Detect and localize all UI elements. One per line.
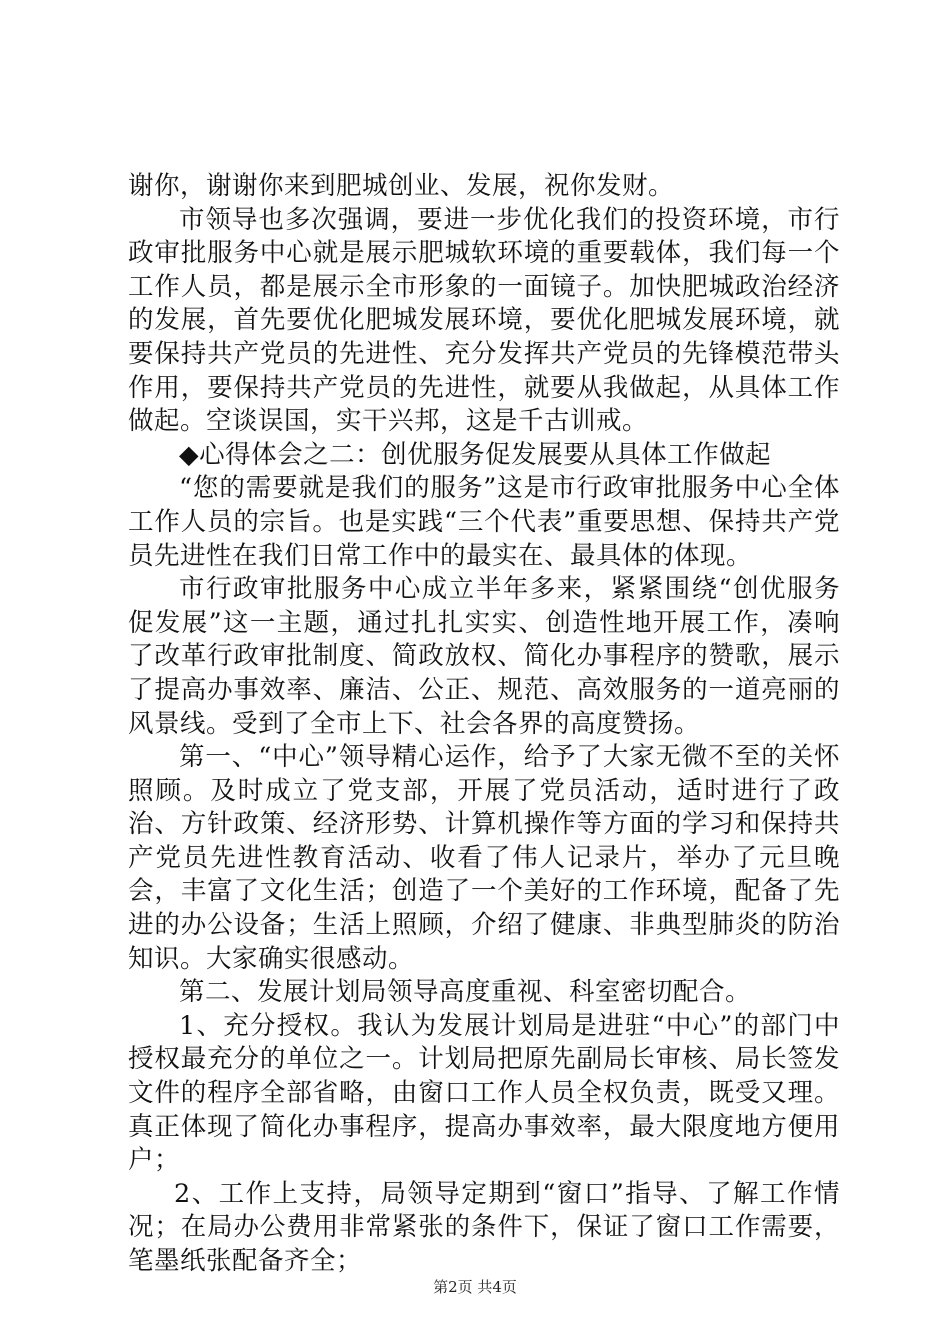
- paragraph-item-one-authorization: 1、充分授权。我认为发展计划局是进驻“中心”的部门中授权最充分的单位之一。计划局把原先副局长审核、局长签发文件的程序全部省略，由窗口工作人员全权负责，既受又理。真正体现了简化办事程序，提高办事效率，最大限度地方便用户；: [128, 1010, 840, 1176]
- paragraph-point-two: 第二、发展计划局领导高度重视、科室密切配合。: [179, 977, 752, 1008]
- page-number-footer: 第2页 共4页: [433, 1278, 517, 1296]
- paragraph-service-motto: “您的需要就是我们的服务”这是市行政审批服务中心全体工作人员的宗旨。也是实践“三个代表”重要思想、保持共产党员先进性在我们日常工作中的最实在、最具体的体现。: [128, 473, 840, 571]
- section-heading-experience-two: ◆心得体会之二：创优服务促发展要从具体工作做起: [179, 439, 772, 470]
- paragraph-center-achievements: 市行政审批服务中心成立半年多来，紧紧围绕“创优服务促发展”这一主题，通过扎扎实实、创造性地开展工作，凑响了改革行政审批制度、简政放权、简化办事程序的赞歌，展示了提高办事效率、廉洁、公正、规范、高效服务的一道亮丽的风景线。受到了全市上下、社会各界的高度赞扬。: [128, 574, 840, 739]
- document-body: [128, 170, 840, 1279]
- paragraph-city-leaders: 市领导也多次强调，要进一步优化我们的投资环境，市行政审批服务中心就是展示肥城软环境的重要载体，我们每一个工作人员，都是展示全市形象的一面镜子。加快肥城政治经济的发展，首先要优化肥城发展环境，要优化肥城发展环境，就要保持共产党员的先进性、充分发挥共产党员的先锋模范带头作用，要保持共产党员的先进性，就要从我做起，从具体工作做起。空谈误国，实干兴邦，这是千古训戒。: [128, 204, 840, 437]
- paragraph-item-two-support: 2、工作上支持，局领导定期到“窗口”指导、了解工作情况；在局办公费用非常紧张的条件下，保证了窗口工作需要，笔墨纸张配备齐全；: [128, 1178, 840, 1276]
- paragraph-closing-thanks: 谢你，谢谢你来到肥城创业、发展，祝你发财。: [128, 171, 675, 201]
- paragraph-point-one: 第一、“中心”领导精心运作，给予了大家无微不至的关怀照顾。及时成立了党支部，开展了党员活动，适时进行了政治、方针政策、经济形势、计算机操作等方面的学习和保持共产党员先进性教育活动、收看了伟人记录片，举办了元旦晚会，丰富了文化生活；创造了一个美好的工作环境，配备了先进的办公设备；生活上照顾，介绍了健康、非典型肺炎的防治知识。大家确实很感动。: [128, 742, 840, 974]
